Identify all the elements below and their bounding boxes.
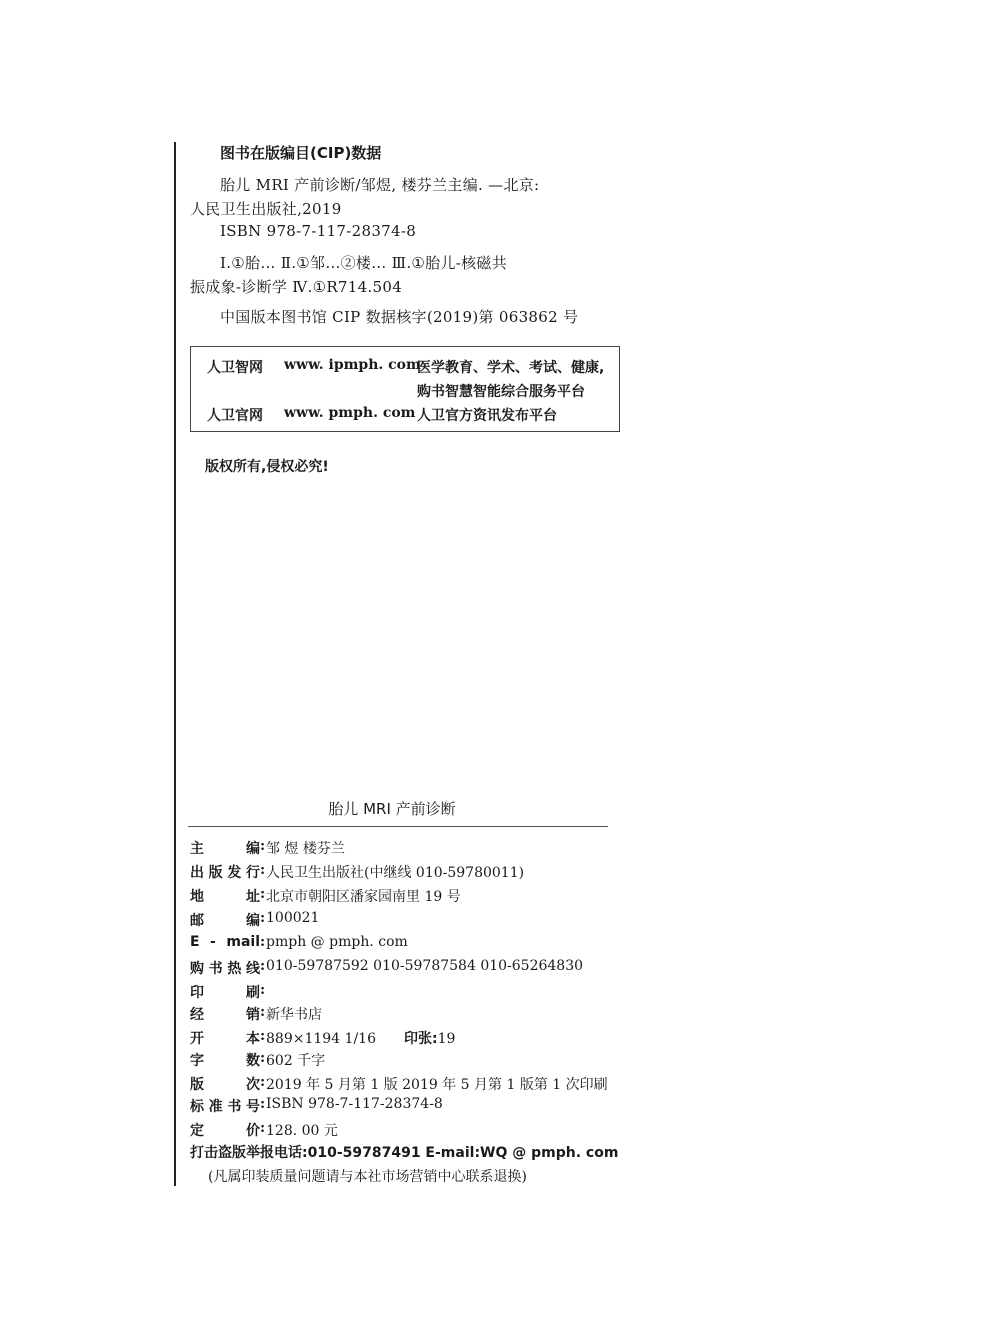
book-title: 胎儿 MRI 产前诊断 <box>328 800 456 818</box>
ipmph-desc-1: 医学教育、学术、考试、健康, <box>417 360 605 376</box>
cip-line-4: Ⅰ.①胎… Ⅱ.①邹…②楼… Ⅲ.①胎儿-核磁共 <box>220 254 508 272</box>
info-value: 2019 年 5 月第 1 版 2019 年 5 月第 1 版第 1 次印刷 <box>266 1077 608 1093</box>
cip-line-6: 中国版本图书馆 CIP 数据核字(2019)第 063862 号 <box>220 308 579 326</box>
info-value: 100021 <box>266 910 320 926</box>
cip-line-2: 人民卫生出版社,2019 <box>190 200 342 218</box>
info-label: 出版发行 <box>190 865 260 881</box>
info-value: 128. 00 元 <box>266 1123 338 1139</box>
cip-line-1: 胎儿 MRI 产前诊断/邹煜, 楼芬兰主编. —北京: <box>220 176 540 194</box>
email-value[interactable]: pmph @ pmph. com <box>266 934 408 950</box>
info-value: 602 千字 <box>266 1053 326 1069</box>
info-value: 邹 煜 楼芬兰 <box>266 841 345 857</box>
cip-line-5: 振成象-诊断学 Ⅳ.①R714.504 <box>190 278 403 296</box>
info-label: 开本 <box>190 1031 260 1047</box>
info-label: 地址 <box>190 889 260 905</box>
info-label: 定价 <box>190 1123 260 1139</box>
info-label: 主编 <box>190 841 260 857</box>
margin-rule <box>174 142 176 1186</box>
title-divider <box>188 826 608 827</box>
pmph-name: 人卫官网 <box>207 408 263 424</box>
ipmph-link[interactable]: www. ipmph. com <box>284 357 421 373</box>
info-value: ISBN 978-7-117-28374-8 <box>266 1096 443 1112</box>
info-label: 购书热线 <box>190 961 260 977</box>
quality-note: (凡属印装质量问题请与本社市场营销中心联系退换) <box>208 1169 527 1185</box>
info-value: 北京市朝阳区潘家园南里 19 号 <box>266 889 461 905</box>
sheet-value: 19 <box>437 1031 456 1047</box>
info-label: 经销 <box>190 1007 260 1023</box>
info-value: 新华书店 <box>266 1007 322 1023</box>
pmph-link[interactable]: www. pmph. com <box>284 405 416 421</box>
sheet-label: 印张: <box>403 1031 438 1047</box>
info-label: 字数 <box>190 1053 260 1069</box>
cip-title: 图书在版编目(CIP)数据 <box>220 144 382 162</box>
info-label: E - mail <box>190 934 260 950</box>
ipmph-name: 人卫智网 <box>207 360 263 376</box>
pmph-desc: 人卫官方资讯发布平台 <box>417 408 557 424</box>
info-label: 标准书号 <box>190 1099 260 1115</box>
info-label: 印刷 <box>190 985 260 1001</box>
cip-line-3: ISBN 978-7-117-28374-8 <box>220 222 417 240</box>
info-label: 邮编 <box>190 913 260 929</box>
website-box <box>190 346 620 432</box>
info-value: 010-59787592 010-59787584 010-65264830 <box>266 958 584 974</box>
info-label: 版次 <box>190 1077 260 1093</box>
anti-piracy-line: 打击盗版举报电话:010-59787491 E-mail:WQ @ pmph. com <box>190 1145 619 1161</box>
copyright-notice: 版权所有,侵权必究! <box>205 459 329 475</box>
ipmph-desc-2: 购书智慧智能综合服务平台 <box>417 384 585 400</box>
info-value: 人民卫生出版社(中继线 010-59780011) <box>266 865 525 881</box>
info-value: 889×1194 1/16 <box>266 1031 376 1047</box>
